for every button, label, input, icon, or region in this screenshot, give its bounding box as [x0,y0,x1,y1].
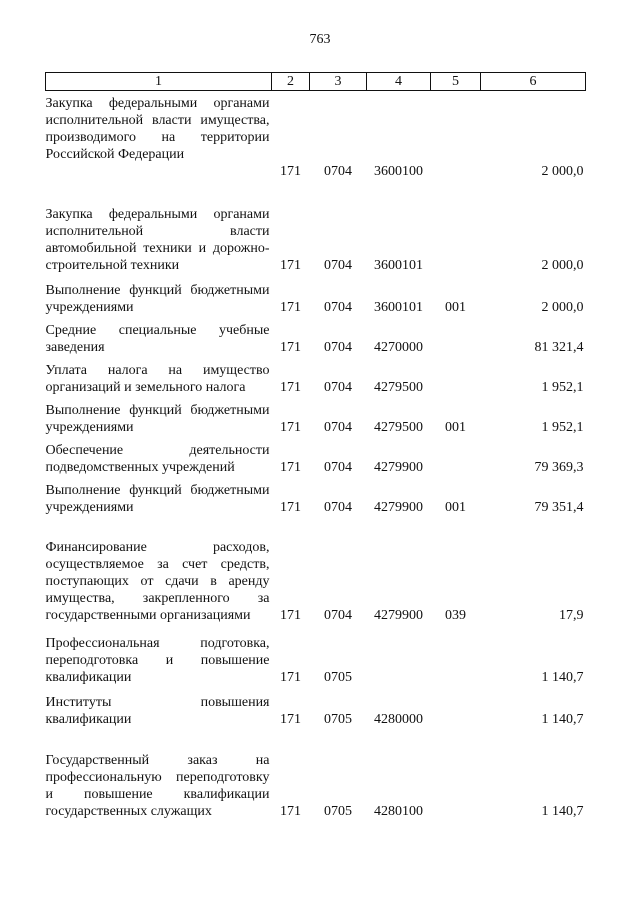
table-row [46,476,586,516]
row-target [367,624,431,686]
row-amount: 2 000,0 [541,257,584,273]
row-type: 001 [445,419,466,435]
row-section: 0705 [324,669,352,685]
row-admin: 171 [280,257,301,273]
budget-table [45,72,586,820]
row-admin: 171 [280,459,301,475]
row-amount: 1 952,1 [541,419,584,435]
row-name: Профессиональная подготовка, переподготовка и повышение квалификации [45,635,270,685]
header-row [46,73,586,91]
row-name: Государственный заказ на профессиональную переподготовку и повышение квалификации государственных служащих [45,752,270,819]
row-amount: 2 000,0 [541,299,584,315]
row-name: Выполнение функций бюджетными учреждениями [45,282,270,315]
row-name: Финансирование расходов, осуществляемое за счет средств, поступающих от сдачи в аренду имущества, закрепленного за государственными организациями [45,539,270,623]
row-target: 3600101 [374,257,423,273]
row-name: Закупка федеральными органами исполнительной власти автомобильной техники и дорожно-строительной техники [45,206,270,273]
row-name: Выполнение функций бюджетными учреждениями [45,402,270,435]
row-amount: 1 952,1 [541,379,584,395]
row-section: 0704 [324,499,352,515]
row-admin: 171 [280,419,301,435]
table-row [46,516,586,624]
page-number: 763 [309,32,331,47]
row-amount: 1 140,7 [541,803,584,819]
row-admin: 171 [280,669,301,685]
row-target: 4279900 [374,499,423,515]
row-type [431,194,481,274]
row-type [431,686,481,728]
row-type [431,91,481,194]
row-name: Выполнение функций бюджетными учреждениями [45,482,270,515]
row-section: 0704 [324,339,352,355]
table-row [46,686,586,728]
row-name: Закупка федеральными органами исполнительной власти имущества, производимого на территории Российской Федерации [45,96,270,162]
header-col-5: 5 [431,73,481,91]
row-section: 0705 [324,711,352,727]
row-section: 0704 [324,163,352,179]
row-name: Институты повышения квалификации [45,694,270,727]
row-target: 4279500 [374,419,423,435]
table-row [46,728,586,820]
row-amount: 79 369,3 [534,459,584,475]
row-admin: 171 [280,499,301,515]
row-target: 4279900 [374,607,423,623]
row-target: 4280000 [374,711,423,727]
row-amount: 81 321,4 [534,339,584,355]
row-section: 0704 [324,459,352,475]
row-name: Средние специальные учебные заведения [45,322,270,355]
header-col-4: 4 [367,73,431,91]
row-type [431,356,481,396]
header-col-1: 1 [46,73,272,91]
row-target: 4279500 [374,379,423,395]
row-section: 0704 [324,419,352,435]
row-target: 4280100 [374,803,423,819]
row-type [431,436,481,476]
header-col-2: 2 [272,73,310,91]
table-row [46,436,586,476]
row-name: Обеспечение деятельности подведомственных учреждений [45,442,270,475]
table-row [46,194,586,274]
row-section: 0705 [324,803,352,819]
row-admin: 171 [280,607,301,623]
table-row [46,274,586,316]
table-row [46,396,586,436]
row-type [431,728,481,820]
header-col-6: 6 [481,73,586,91]
row-admin: 171 [280,711,301,727]
row-section: 0704 [324,299,352,315]
row-amount: 1 140,7 [541,669,584,685]
row-type [431,316,481,356]
table-row [46,316,586,356]
row-admin: 171 [280,803,301,819]
row-type: 001 [445,299,466,315]
row-target: 3600101 [374,299,423,315]
header-col-3: 3 [310,73,367,91]
row-section: 0704 [324,379,352,395]
row-type [431,624,481,686]
row-target: 3600100 [374,163,423,179]
row-admin: 171 [280,379,301,395]
row-section: 0704 [324,257,352,273]
table-row [46,624,586,686]
row-target: 4279900 [374,459,423,475]
table-row [46,356,586,396]
row-type: 039 [445,607,466,623]
row-amount: 1 140,7 [541,711,584,727]
row-admin: 171 [280,339,301,355]
row-admin: 171 [280,163,301,179]
table-row [46,91,586,194]
row-target: 4270000 [374,339,423,355]
row-admin: 171 [280,299,301,315]
row-amount: 2 000,0 [541,163,584,179]
row-type: 001 [445,499,466,515]
row-amount: 17,9 [559,607,584,623]
row-name: Уплата налога на имущество организаций и земельного налога [45,362,270,395]
row-section: 0704 [324,607,352,623]
row-amount: 79 351,4 [534,499,584,515]
